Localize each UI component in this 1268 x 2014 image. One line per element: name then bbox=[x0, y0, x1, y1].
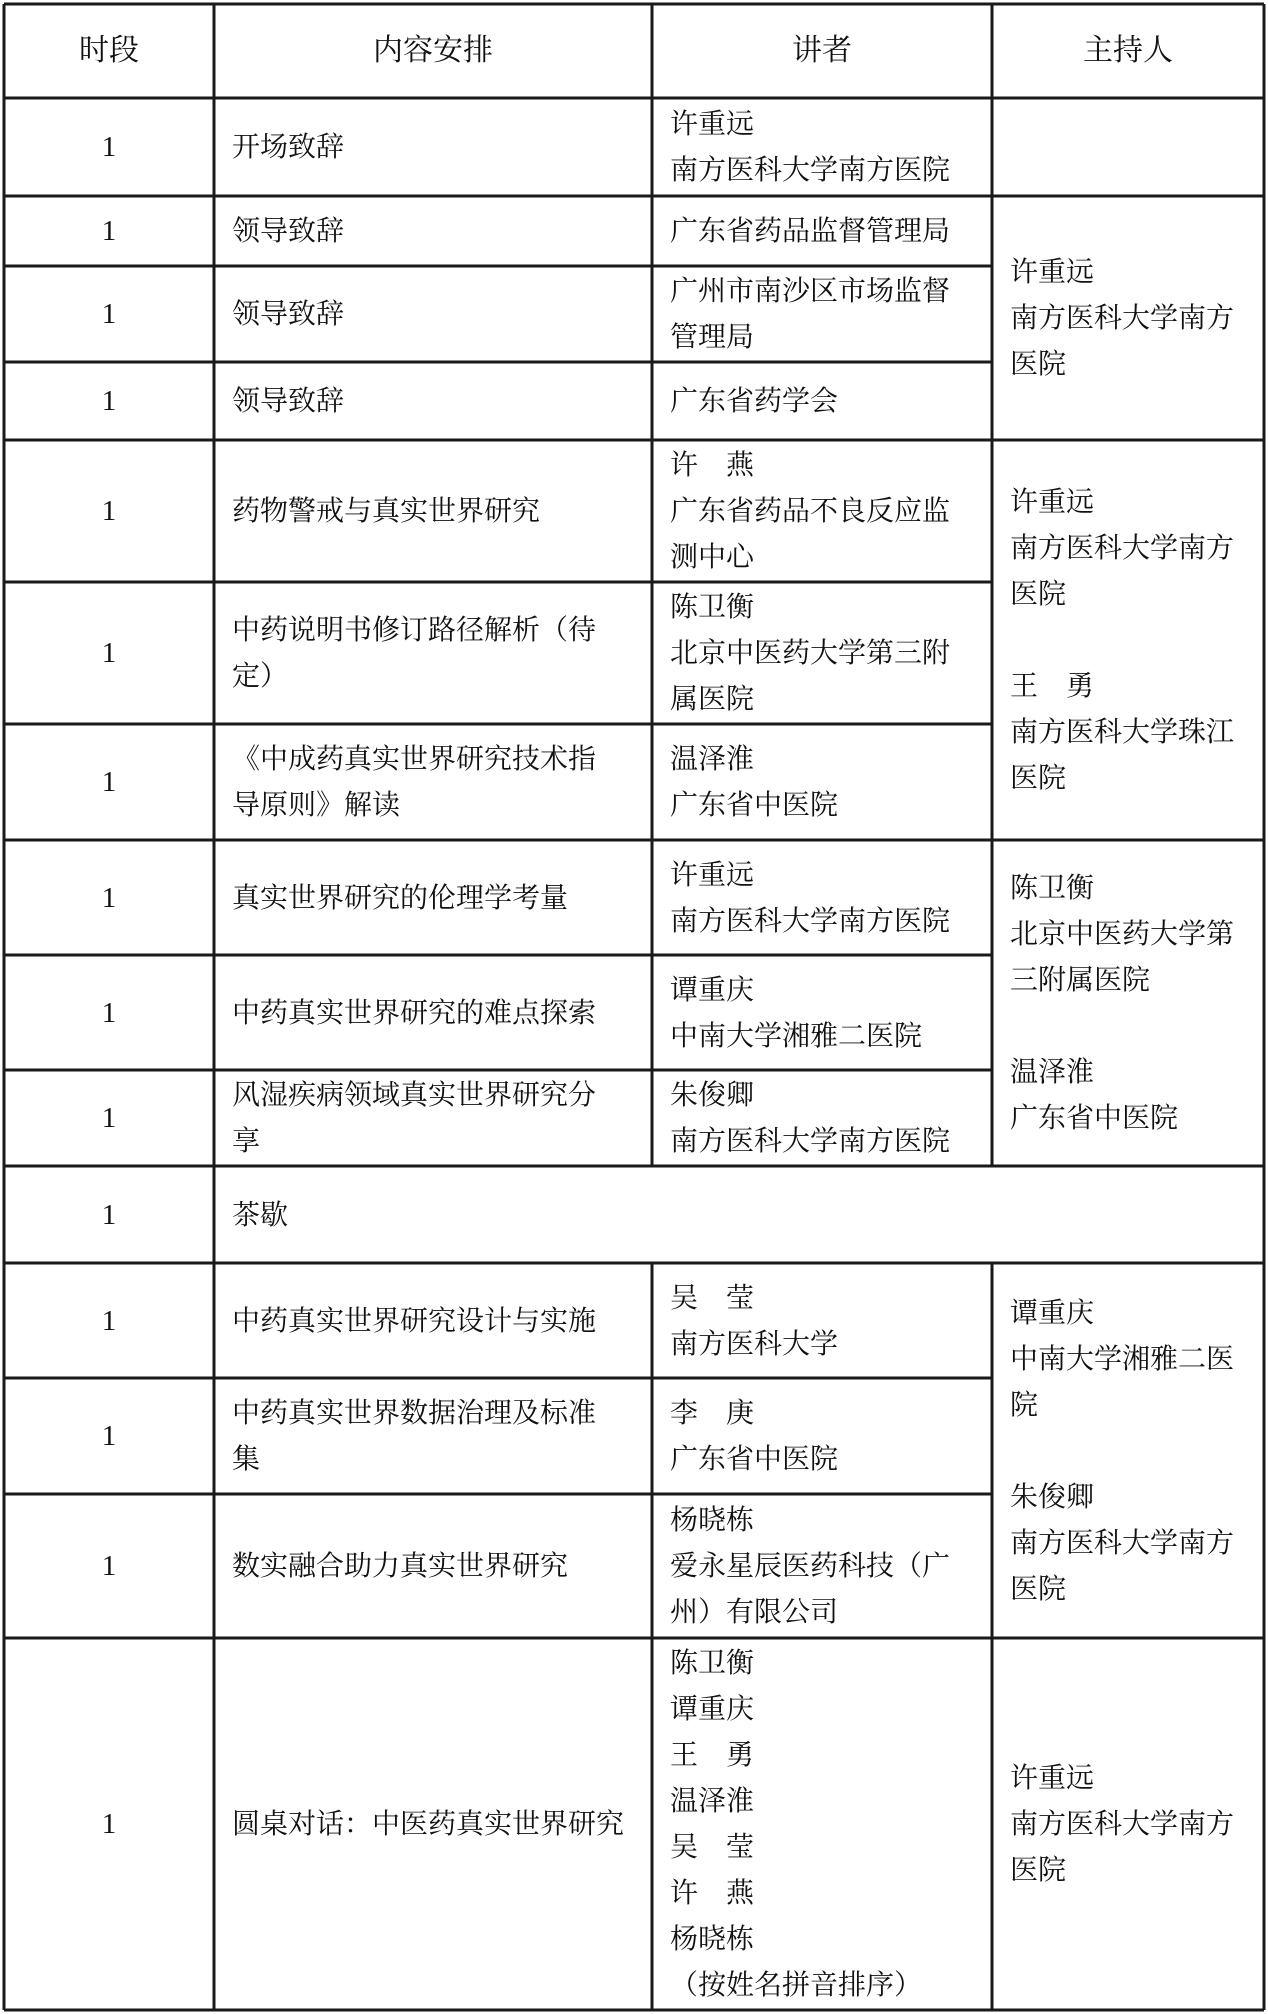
speaker-cell: 杨晓栋 bbox=[670, 1503, 755, 1536]
host-cell: 南方医科大学南方 bbox=[1010, 531, 1235, 564]
speaker-cell: 属医院 bbox=[670, 682, 755, 715]
time-cell: 1 bbox=[101, 1808, 117, 1840]
speaker-cell: （按姓名拼音排序） bbox=[670, 1968, 923, 2001]
content-cell: 中药真实世界研究设计与实施 bbox=[232, 1303, 597, 1337]
header-host: 主持人 bbox=[1083, 33, 1173, 68]
host-cell: 谭重庆 bbox=[1010, 1295, 1095, 1329]
speaker-cell: 温泽淮 bbox=[670, 742, 755, 775]
speaker-cell: 许重远 bbox=[670, 107, 755, 140]
speaker-cell: 陈卫衡 bbox=[670, 1646, 755, 1679]
header-content: 内容安排 bbox=[373, 33, 493, 68]
content-cell: 开场致辞 bbox=[232, 130, 345, 163]
content-cell: 领导致辞 bbox=[232, 214, 345, 247]
speaker-cell: 广东省中医院 bbox=[670, 1442, 839, 1475]
speaker-cell: 中南大学湘雅二医院 bbox=[670, 1018, 923, 1052]
time-cell: 1 bbox=[101, 766, 117, 798]
speaker-cell: 许 燕 bbox=[670, 448, 755, 481]
speaker-cell: 杨晓栋 bbox=[670, 1922, 755, 1955]
host-cell: 南方医科大学南方 bbox=[1010, 301, 1235, 334]
speaker-cell: 南方医科大学南方医院 bbox=[670, 153, 951, 186]
host-cell: 医院 bbox=[1010, 761, 1067, 794]
content-cell: 导原则》解读 bbox=[232, 788, 401, 821]
speaker-cell: 许 燕 bbox=[670, 1876, 755, 1909]
host-cell: 南方医科大学珠江 bbox=[1010, 715, 1235, 748]
host-cell: 医院 bbox=[1010, 347, 1067, 380]
content-cell: 享 bbox=[232, 1124, 261, 1157]
host-cell: 广东省中医院 bbox=[1010, 1101, 1179, 1134]
host-cell: 中南大学湘雅二医 bbox=[1010, 1341, 1235, 1375]
time-cell: 1 bbox=[101, 298, 117, 330]
time-cell: 1 bbox=[101, 495, 117, 527]
speaker-cell: 管理局 bbox=[670, 320, 755, 353]
speaker-cell: 谭重庆 bbox=[670, 972, 755, 1006]
content-cell: 集 bbox=[232, 1442, 261, 1475]
speaker-cell: 测中心 bbox=[670, 540, 755, 573]
speaker-cell: 陈卫衡 bbox=[670, 590, 755, 623]
speaker-cell: 广东省药品不良反应监 bbox=[670, 494, 951, 527]
content-cell: 风湿疾病领域真实世界研究分 bbox=[232, 1078, 597, 1111]
host-cell: 三附属医院 bbox=[1010, 963, 1151, 996]
header-time: 时段 bbox=[79, 33, 139, 68]
time-cell: 1 bbox=[101, 996, 117, 1029]
host-cell: 许重远 bbox=[1010, 1761, 1095, 1794]
time-cell: 1 bbox=[101, 637, 117, 669]
time-cell: 1 bbox=[101, 215, 117, 247]
host-cell: 王 勇 bbox=[1010, 669, 1095, 702]
content-cell: 圆桌对话：中医药真实世界研究 bbox=[232, 1807, 625, 1840]
speaker-cell: 王 勇 bbox=[670, 1738, 755, 1771]
time-cell: 1 bbox=[101, 1550, 117, 1582]
host-cell: 许重远 bbox=[1010, 485, 1095, 518]
speaker-cell: 谭重庆 bbox=[670, 1692, 755, 1725]
content-cell: 领导致辞 bbox=[232, 384, 345, 417]
content-cell: 茶歇 bbox=[232, 1197, 289, 1231]
speaker-cell: 州）有限公司 bbox=[670, 1595, 839, 1628]
content-cell: 中药真实世界研究的难点探索 bbox=[232, 995, 597, 1029]
time-cell: 1 bbox=[101, 1102, 117, 1134]
time-cell: 1 bbox=[101, 1420, 117, 1452]
host-cell: 院 bbox=[1010, 1387, 1039, 1421]
speaker-cell: 许重远 bbox=[670, 857, 755, 891]
content-cell: 《中成药真实世界研究技术指 bbox=[232, 742, 597, 775]
host-cell: 北京中医药大学第 bbox=[1010, 917, 1235, 950]
content-cell: 中药真实世界数据治理及标准 bbox=[232, 1396, 597, 1429]
speaker-cell: 温泽淮 bbox=[670, 1784, 755, 1817]
speaker-cell: 广东省药品监督管理局 bbox=[670, 214, 951, 247]
time-cell: 1 bbox=[101, 131, 117, 163]
host-cell: 温泽淮 bbox=[1010, 1055, 1095, 1088]
time-cell: 1 bbox=[101, 1304, 117, 1337]
time-cell: 1 bbox=[101, 1198, 117, 1231]
speaker-cell: 朱俊卿 bbox=[670, 1078, 755, 1111]
host-cell: 医院 bbox=[1010, 1571, 1067, 1605]
content-cell: 真实世界研究的伦理学考量 bbox=[232, 880, 569, 914]
speaker-cell: 南方医科大学南方医院 bbox=[670, 1124, 951, 1157]
speaker-cell: 广东省药学会 bbox=[670, 384, 839, 417]
content-cell: 领导致辞 bbox=[232, 297, 345, 330]
time-cell: 1 bbox=[101, 385, 117, 417]
header-speaker: 讲者 bbox=[792, 33, 852, 68]
speaker-cell: 广东省中医院 bbox=[670, 788, 839, 821]
time-cell: 1 bbox=[101, 881, 117, 914]
host-cell: 南方医科大学南方 bbox=[1010, 1807, 1235, 1840]
host-cell: 医院 bbox=[1010, 577, 1067, 610]
host-cell: 南方医科大学南方 bbox=[1010, 1525, 1235, 1559]
speaker-cell: 南方医科大学南方医院 bbox=[670, 903, 951, 937]
host-cell: 许重远 bbox=[1010, 255, 1095, 288]
host-cell: 陈卫衡 bbox=[1010, 871, 1095, 904]
host-cell: 朱俊卿 bbox=[1010, 1479, 1095, 1513]
speaker-cell: 吴 莹 bbox=[670, 1830, 755, 1863]
speaker-cell: 广州市南沙区市场监督 bbox=[670, 274, 951, 307]
speaker-cell: 李 庚 bbox=[670, 1396, 755, 1429]
speaker-cell: 爱永星辰医药科技（广 bbox=[670, 1549, 951, 1582]
content-cell: 中药说明书修订路径解析（待 bbox=[232, 613, 597, 646]
speaker-cell: 南方医科大学 bbox=[670, 1326, 839, 1360]
speaker-cell: 吴 莹 bbox=[670, 1280, 755, 1314]
content-cell: 定） bbox=[232, 659, 289, 692]
speaker-cell: 北京中医药大学第三附 bbox=[670, 636, 951, 669]
host-cell: 医院 bbox=[1010, 1853, 1067, 1886]
content-cell: 数实融合助力真实世界研究 bbox=[232, 1549, 569, 1582]
content-cell: 药物警戒与真实世界研究 bbox=[232, 494, 541, 527]
